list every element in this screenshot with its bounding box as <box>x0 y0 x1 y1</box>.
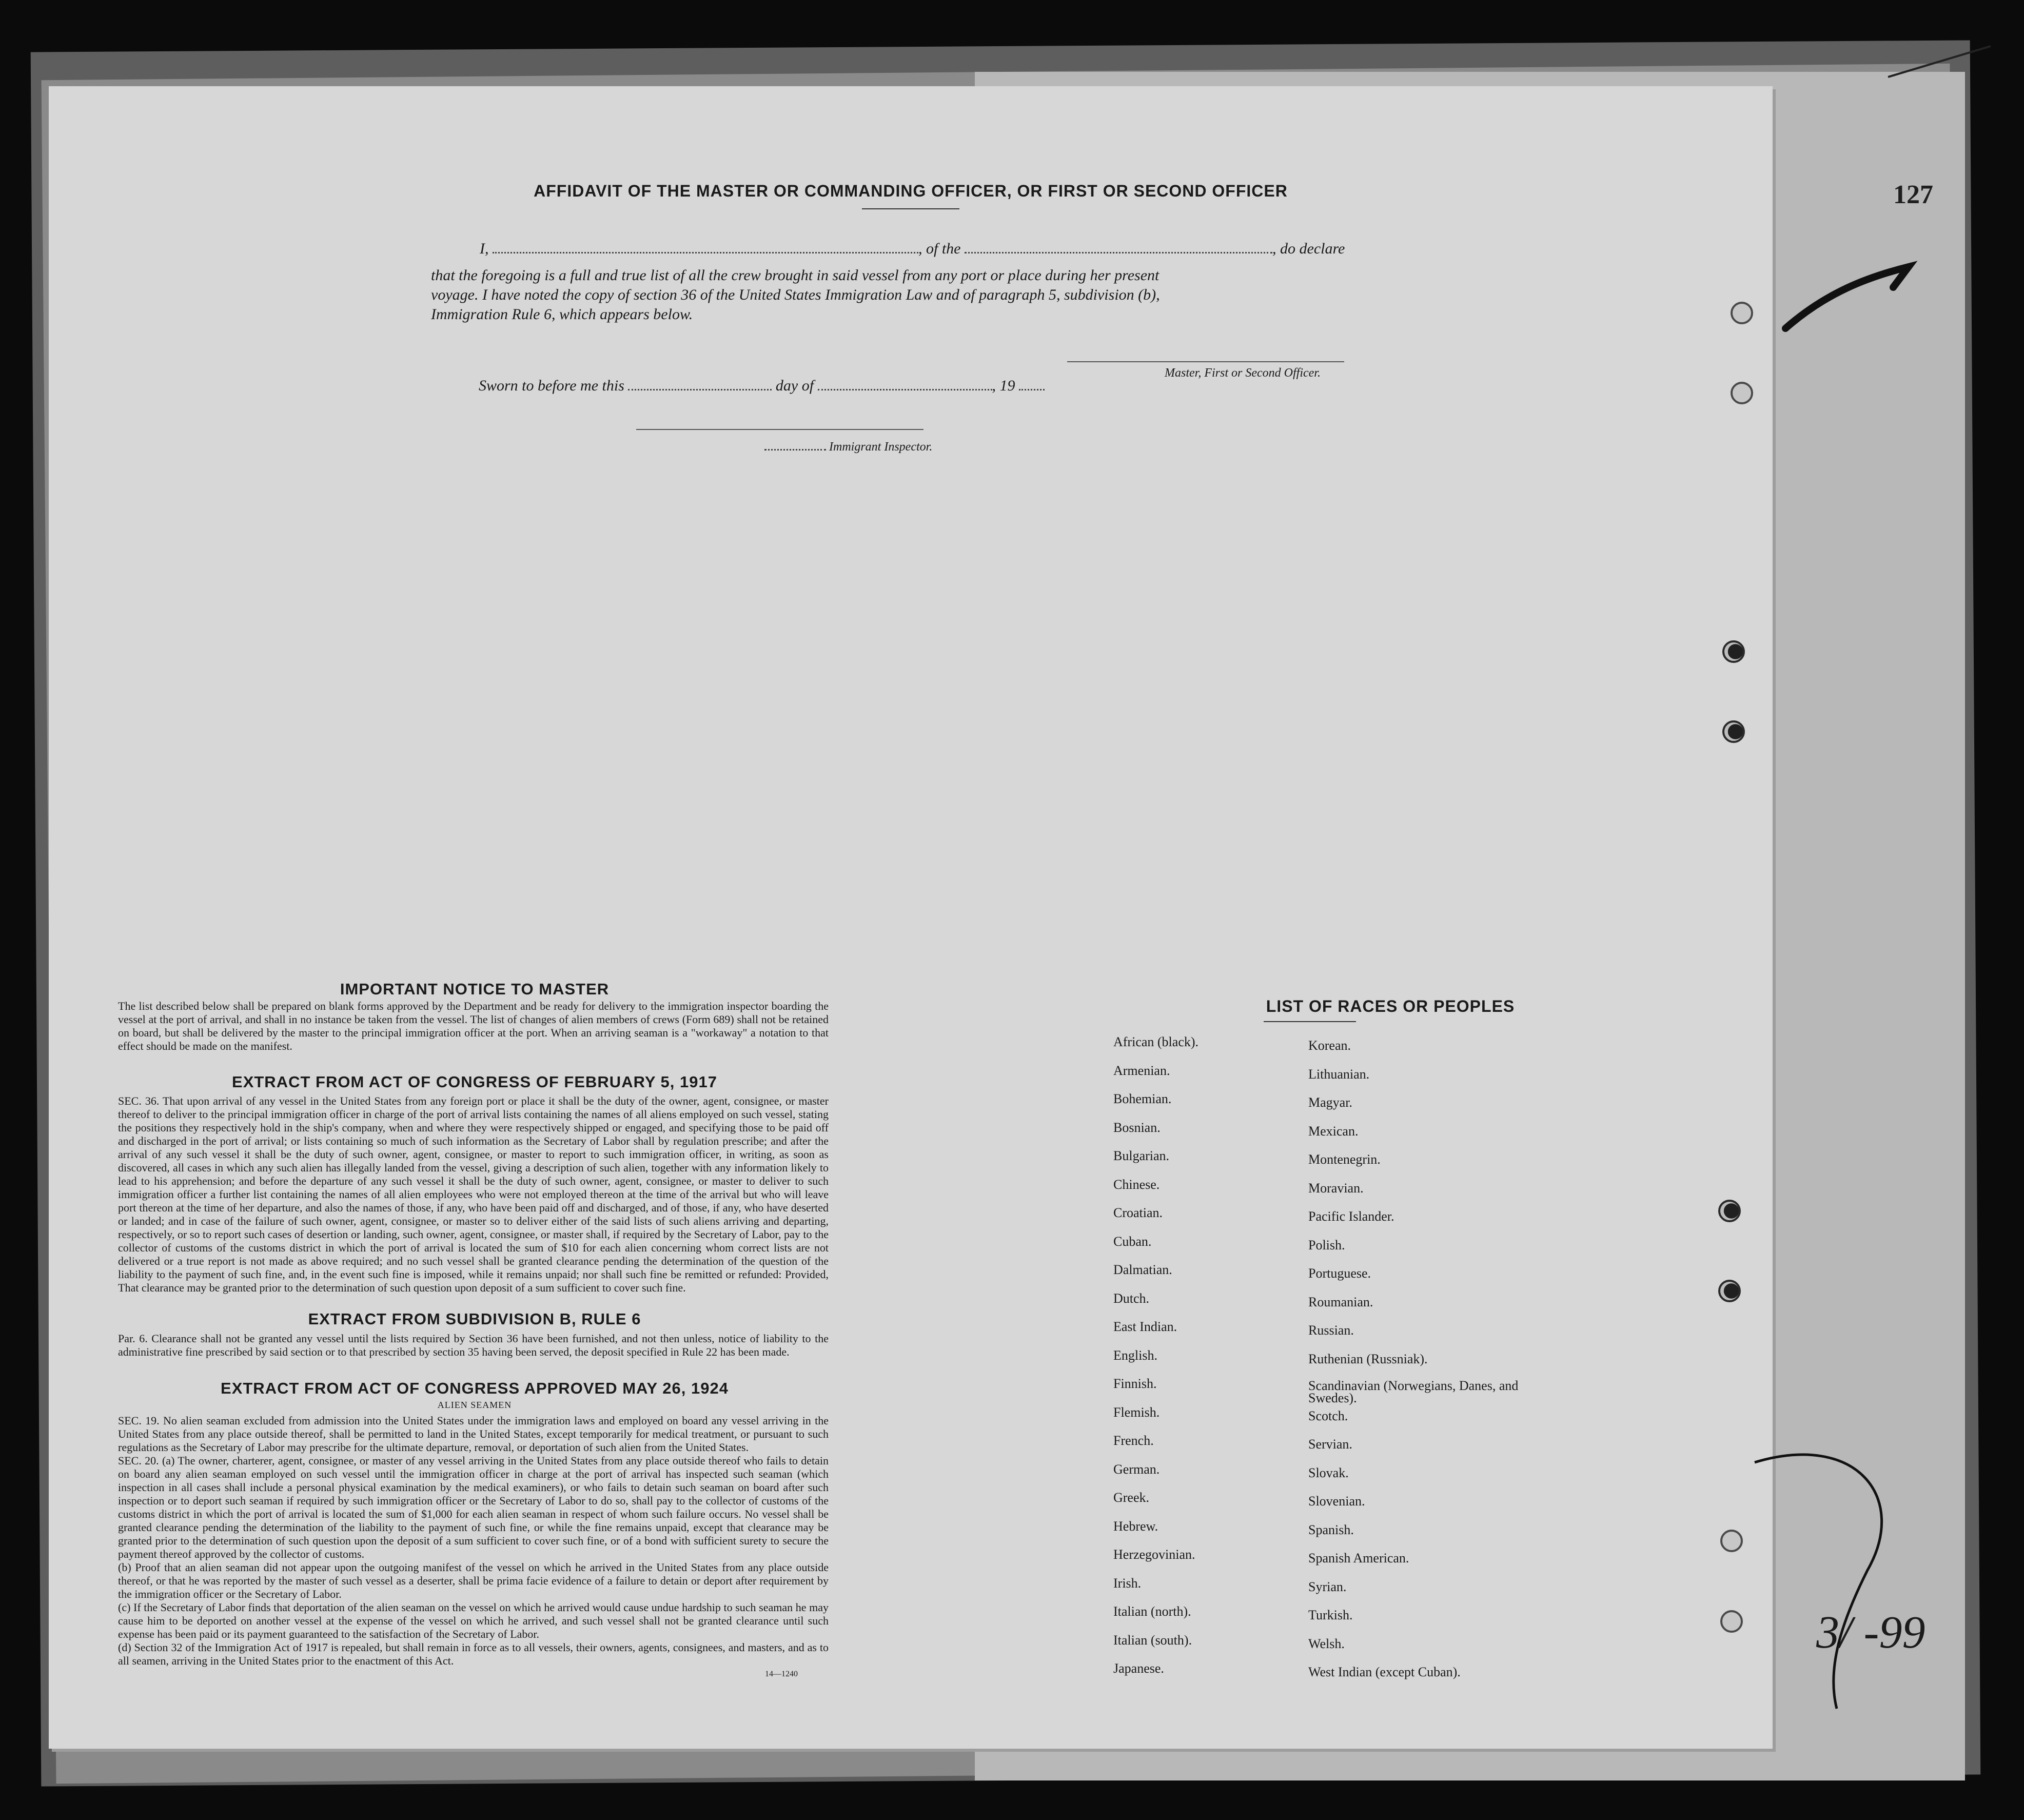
affidavit-line-2: that the foregoing is a full and true list of all the crew brought in said vessel from any port or place during her present <box>431 267 1160 284</box>
sec-20b: (b) Proof that an alien seaman did not appear upon the outgoing manifest of the vessel on which he arrived in the United States from any place outside thereof, or that he was reported by the master of such vessel as a deserter, shall be prima facie evidence of a failure to detain or deport after requirement by the immigration officer or the Secretary of Labor. <box>118 1561 829 1600</box>
race-item: Portuguese. <box>1308 1266 1371 1281</box>
page-number: 127 <box>1893 180 1933 209</box>
alien-seamen-subtitle: ALIEN SEAMEN <box>437 1400 512 1410</box>
race-item: Turkish. <box>1308 1608 1353 1622</box>
notice-body: The list described below shall be prepared on blank forms approved by the Department and be ready for delivery to the immigration inspector boarding the vessel at the port of arrival, and shall in no instance be taken from the vessel. The list of changes of alien members of crews (Form 689) shall not be retained on board, but shall be delivered by the master to the principal immigration officer at the port. When an arriving seaman is a "workaway" a notation to that effect should be made on the manifest. <box>118 1000 829 1052</box>
race-item: Ruthenian (Russniak). <box>1308 1351 1428 1366</box>
race-item: Polish. <box>1308 1237 1345 1253</box>
race-item: Roumanian. <box>1308 1294 1373 1309</box>
race-item: Moravian. <box>1308 1180 1364 1196</box>
race-item: Montenegrin. <box>1308 1152 1381 1167</box>
race-item: Flemish. <box>1113 1404 1160 1420</box>
race-item: Bulgarian. <box>1113 1148 1170 1163</box>
race-item: Greek. <box>1113 1490 1150 1505</box>
race-item: Welsh. <box>1308 1636 1345 1651</box>
race-item: Chinese. <box>1113 1177 1160 1192</box>
race-item: Magyar. <box>1308 1095 1352 1110</box>
pen-line <box>1888 46 1991 77</box>
race-item: Slovenian. <box>1308 1494 1365 1509</box>
affidavit-line-4: Immigration Rule 6, which appears below. <box>431 306 693 323</box>
race-item: Russian. <box>1308 1323 1354 1338</box>
sworn-prefix: Sworn to before me this <box>479 377 624 394</box>
race-item: Bohemian. <box>1113 1091 1172 1106</box>
race-item: Finnish. <box>1113 1376 1157 1391</box>
race-item: French. <box>1113 1433 1154 1448</box>
race-item: Pacific Islander. <box>1308 1209 1394 1224</box>
i-label: I, <box>480 240 489 257</box>
race-item: Mexican. <box>1308 1123 1359 1139</box>
race-item: Lithuanian. <box>1308 1066 1370 1082</box>
master-signature-label: Master, First or Second Officer. <box>1165 366 1321 380</box>
race-item: West Indian (except Cuban). <box>1308 1665 1461 1679</box>
sec-20c: (c) If the Secretary of Labor finds that deportation of the alien seaman on the vessel on which he arrived would cause undue hardship to such seaman he may cause him to be deported on another vessel at the expense of the vessel on which he arrived, and such vessel shall not be granted clearance until such expense has been paid or its payment guaranteed to the satisfaction of the Secretary of Labor. <box>118 1601 829 1640</box>
race-item: Syrian. <box>1308 1579 1347 1594</box>
race-item: Korean. <box>1308 1038 1351 1053</box>
race-item: Spanish American. <box>1308 1551 1409 1565</box>
sworn-year: , 19 <box>992 377 1015 394</box>
pen-stroke <box>1785 267 1909 328</box>
margin-handwritten-note: 3/ -99 <box>1816 1607 1925 1658</box>
race-item: Croatian. <box>1113 1205 1163 1220</box>
extract-1917-title: EXTRACT FROM ACT OF CONGRESS OF FEBRUARY 5, 1917 <box>232 1073 717 1091</box>
extract-rule6-title: EXTRACT FROM SUBDIVISION B, RULE 6 <box>308 1310 641 1328</box>
extract-1917-body: SEC. 36. That upon arrival of any vessel in the United States from any foreign port or place it shall be the duty of the owner, agent, consignee, or master thereof to deliver to the principal immigration officer in charge of the port of arrival lists containing the names of all aliens employed on such vessel, stating the positions they respectively hold in the ship's company, when and where they were respectively shipped or engaged, and specifying those to be paid off and discharged in the port of arrival; or lists containing so much of such information as the Secretary of Labor shall by regulation prescribe; and after the arrival of any such vessel it shall be the duty of such owner, agent, consignee, or master to report to such immigration officer, in writing, as soon as discovered, all cases in which any such alien has illegally landed from the vessel, giving a description of such alien, together with any information likely to lead to his apprehension; and before the departure of any such vessel it shall be the duty of such owner, agent, consignee, or master to deliver to such immigration officer a further list containing the names of all alien employees who were not employed thereon at the time of the arrival but who will leave port thereon at the time of her departure, and also the names of those, if any, who have been paid off and discharged, and of those, if any, who have deserted or landed; and in case of the failure of such owner, agent, consignee, or master so to deliver either of the said lists of such aliens arriving and departing, respectively, or so to report such cases of desertion or landing, such owner, agent, consignee, or master shall, if required by the Secretary of Labor, pay to the collector of customs of the customs district in which the port of arrival is located the sum of $10 for each alien concerning whom correct lists are not delivered or a true report is not made as above required; and no such vessel shall be granted clearance pending the determination of the question of the liability to the payment of such fine, and, in the event such fine is imposed, while it remains unpaid; nor shall such fine be remitted or refunded: Provided, That clearance may be granted prior to the determination of such question upon deposit of a sum sufficient to cover such fine. <box>118 1094 829 1294</box>
sec-19: SEC. 19. No alien seaman excluded from admission into the United States under the immigration laws and employed on board any vessel arriving in the United States from any place outside thereof, shall be permitted to land in the United States, except temporarily for medical treatment, or pursuant to such regulations as the Secretary of Labor may prescribe for the ultimate departure, removal, or deportation of such alien from the United States. <box>118 1414 829 1454</box>
race-item: East Indian. <box>1113 1319 1177 1334</box>
race-item: English. <box>1113 1347 1157 1363</box>
race-item: Hebrew. <box>1113 1518 1158 1534</box>
race-item: Dutch. <box>1113 1290 1150 1306</box>
races-title: LIST OF RACES OR PEOPLES <box>1266 997 1515 1015</box>
race-item: Dalmatian. <box>1113 1262 1172 1277</box>
extract-1924-title: EXTRACT FROM ACT OF CONGRESS APPROVED MAY 26, 1924 <box>221 1379 729 1397</box>
race-item: Spanish. <box>1308 1522 1354 1537</box>
race-item: Irish. <box>1113 1575 1142 1591</box>
notice-title: IMPORTANT NOTICE TO MASTER <box>340 980 610 998</box>
sworn-day-of: day of <box>775 377 814 394</box>
race-item: Italian (south). <box>1113 1632 1192 1648</box>
race-item: Armenian. <box>1113 1063 1170 1078</box>
race-item: Bosnian. <box>1113 1120 1161 1135</box>
race-item: Servian. <box>1308 1437 1352 1452</box>
race-item: African (black). <box>1113 1034 1199 1049</box>
sec-20a: SEC. 20. (a) The owner, charterer, agent, consignee, or master of any vessel arriving in the United States from any place outside thereof who fails to detain on board any alien seaman employed on such vessel until the immigration officer in charge at the port of arrival has inspected such seaman (which inspection in all cases shall include a personal physical examination by the medical examiners), or who fails to detain such seaman on board after such inspection or to deport such seaman if required by such immigration officer or the Secretary of Labor to do so, shall pay to the collector of customs of the customs district in which the port of arrival is located the sum of $1,000 for each alien seaman in respect of whom such failure occurs. No vessel shall be granted clearance pending the determination of the liability to the payment of such fine, or while the fine remains unpaid, except that clearance may be granted prior to the determination of such question upon the deposit of a sum sufficient to cover such fine, or of a bond with sufficient surety to secure the payment thereof approved by the collector of customs. <box>118 1454 829 1560</box>
affidavit-line-3: voyage. I have noted the copy of section 36 of the United States Immigration Law and of paragraph 5, subdivision (b), <box>431 286 1160 303</box>
race-item: Italian (north). <box>1113 1604 1191 1619</box>
race-item: Japanese. <box>1113 1661 1164 1676</box>
form-number: 14—1240 <box>765 1670 798 1678</box>
affidavit-title: AFFIDAVIT OF THE MASTER OR COMMANDING OFFICER, OR FIRST OR SECOND OFFICER <box>534 182 1288 200</box>
of-the-label: , of the <box>918 240 961 257</box>
race-item: German. <box>1113 1461 1160 1477</box>
race-item: Scandinavian (Norwegians, Danes, and Swedes). <box>1308 1378 1519 1405</box>
race-item: Scotch. <box>1308 1408 1348 1423</box>
race-item: Cuban. <box>1113 1234 1152 1249</box>
extract-rule6-body: Par. 6. Clearance shall not be granted any vessel until the lists required by Section 36 have been furnished, and not then unless, notice of liability to the administrative fine prescribed by said section or to that prescribed by section 35 having been served, the deposit specified in Rule 22 has been made. <box>118 1332 829 1358</box>
do-declare-label: , do declare <box>1272 240 1345 257</box>
race-item: Herzegovinian. <box>1113 1547 1195 1562</box>
sec-20d: (d) Section 32 of the Immigration Act of 1917 is repealed, but shall remain in force as to all vessels, their owners, agents, consignees, and masters, and as to all seamen, arriving in the United States prior to the enactment of this Act. <box>118 1641 829 1667</box>
pen-loop <box>1755 1455 1882 1709</box>
race-item: Slovak. <box>1308 1465 1349 1480</box>
inspector-label-text: Immigrant Inspector. <box>829 440 933 454</box>
